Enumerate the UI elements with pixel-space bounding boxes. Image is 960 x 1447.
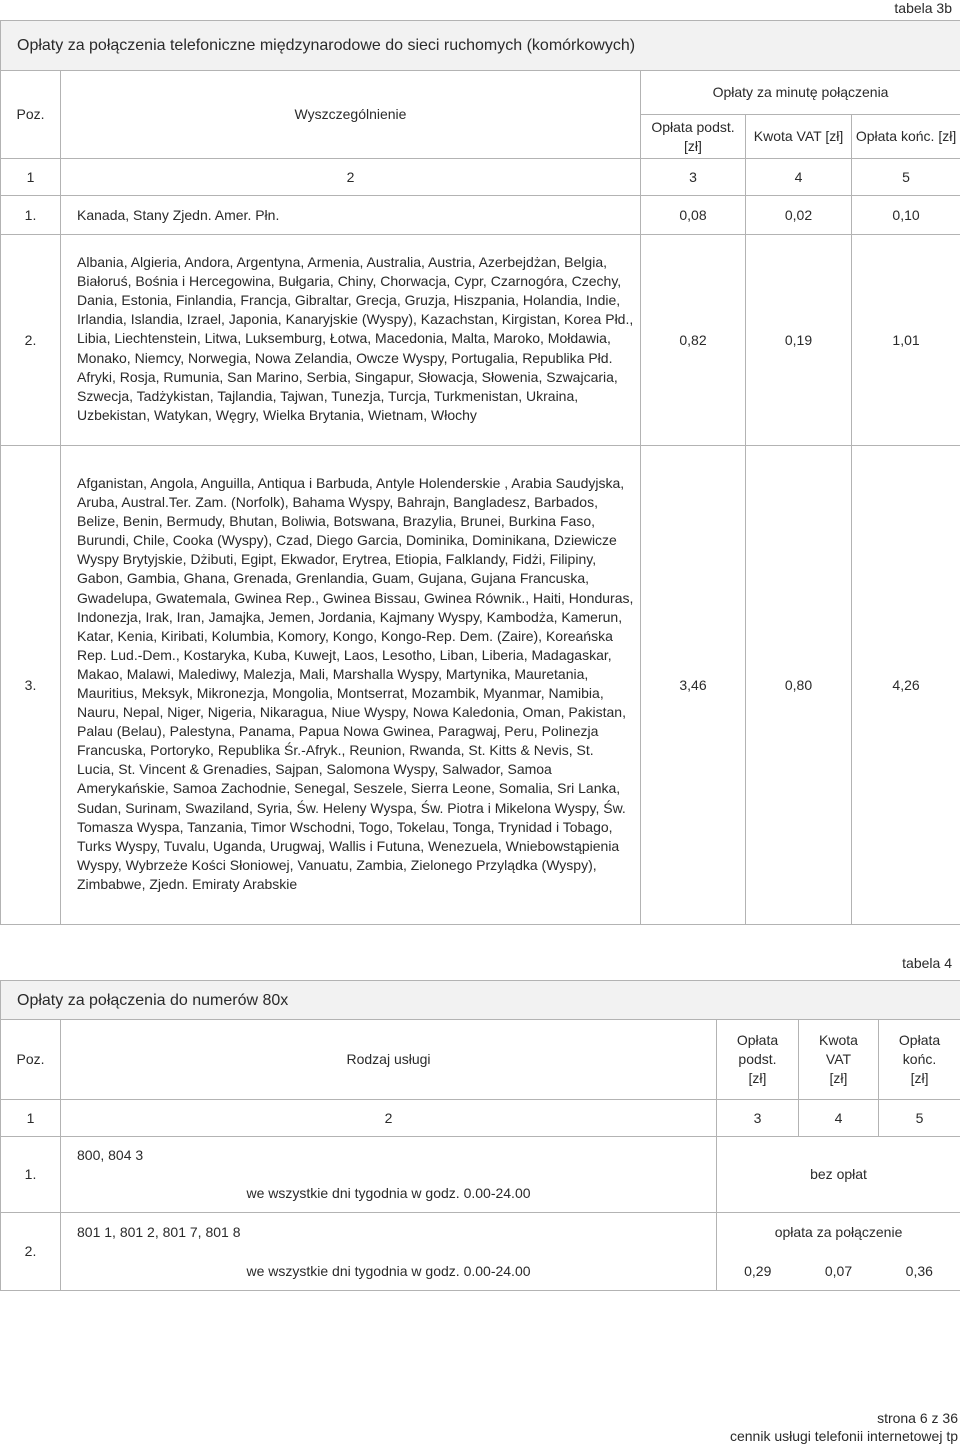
header-vat-line: VAT (825, 1051, 852, 1067)
header-base-line: Opłata (736, 1032, 779, 1048)
international-mobile-rates-table (0, 20, 960, 925)
colnum-2: 2 (61, 159, 641, 196)
row-poz: 3. (1, 446, 61, 925)
row-vat: 0,80 (746, 446, 852, 925)
row-period: we wszystkie dni tygodnia w godz. 0.00-24.00 (61, 1253, 717, 1291)
colnum-4: 4 (799, 1100, 879, 1137)
table-row (1, 446, 960, 925)
page-footer (730, 1409, 958, 1445)
header-poz: Poz. (1, 71, 61, 159)
colnum-5: 5 (879, 1100, 960, 1137)
row-description: Afganistan, Angola, Anguilla, Antiqua i Barbuda, Antyle Holenderskie , Arabia Saudyjska, Aruba, Austral.Ter. Zam. (Norfolk), Bahama Wyspy, Bahrajn, Bangladesz, Barbados, Belize, Benin, Bermudy, Bhutan, Boliwia, Botswana, Brazylia, Brunei, Burkina Faso, Burundi, Chile, Cooka (Wyspy), Czad, Diego Garcia, Dominika, Dominikana, Dziewicze Wyspy Brytyjskie, Dżibuti, Egipt, Ekwador, Erytrea, Etiopia, Falklandy, Fidżi, Filipiny, Gabon, Gambia, Ghana, Grenada, Grenlandia, Guam, Gujana, Gujana Francuska, Gwadelupa, Gwatemala, Gwinea Rep., Gwinea Bissau, Gwinea Równik., Haiti, Honduras, Indonezja, Irak, Iran, Jamajka, Jemen, Jordania, Kajmany Wyspy, Kambodża, Kamerun, Katar, Kenia, Kiribati, Kolumbia, Komory, Kongo, Kongo-Rep. Dem. (Zaire), Koreańska Rep. Lud.-Dem., Kostaryka, Kuba, Kuwejt, Laos, Lesotho, Liban, Liberia, Madagaskar, Makao, Malawi, Malediwy, Malezja, Mali, Marshalla Wyspy, Martynika, Mauretania, Mauritius, Meksyk, Mikronezja, Mongolia, Montserrat, Mozambik, Myanmar, Namibia, Nauru, Nepal, Niger, Nigeria, Nikaragua, Niue Wyspy, Nowa Kaledonia, Oman, Pakistan, Palau (Belau), Palestyna, Panama, Papua Nowa Gwinea, Paragwaj, Peru, Polinezja Francuska, Portoryko, Republika Śr.-Afryk., Reunion, Rwanda, St. Kitts & Nevis, St. Lucia, St. Vincent & Grenadies, Sajpan, Salomona Wyspy, Salwador, Samoa Amerykańskie, Samoa Zachodnie, Senegal, Seszele, Sierra Leone, Somalia, Sri Lanka, Sudan, Surinam, Swaziland, Syria, Św. Heleny Wyspa, Św. Piotra i Mikelona Wyspy, Św. Tomasza Wyspa, Tanzania, Timor Wschodni, Togo, Tokelau, Tonga, Trynidad i Tobago, Turks Wyspy, Tuvalu, Uganda, Urugwaj, Wallis i Futuna, Wenezuela, Wniebowstąpienia Wyspy, Wybrzeże Kości Słoniowej, Vanuatu, Zambia, Zielonego Przylądka (Wyspy), Zimbabwe, Zjedn. Emiraty Arabskie (61, 446, 641, 925)
page-number: strona 6 z 36 (877, 1410, 958, 1426)
header-base-line: [zł] (748, 1070, 767, 1086)
table-row (1, 196, 960, 235)
header-poz: Poz. (1, 1020, 61, 1100)
header-base-fee: Opłata podst. [zł] (641, 115, 746, 159)
row-vat: 0,07 (799, 1253, 879, 1291)
row-numbers: 801 1, 801 2, 801 7, 801 8 (61, 1213, 717, 1253)
table-title: Opłaty za połączenia do numerów 80x (1, 981, 960, 1020)
row-base-fee: 0,82 (641, 235, 746, 446)
header-vat (799, 1020, 879, 1100)
colnum-1: 1 (1, 1100, 61, 1137)
header-final-fee (879, 1020, 960, 1100)
table-row (1, 1253, 960, 1291)
row-poz: 2. (1, 235, 61, 446)
header-vat: Kwota VAT [zł] (746, 115, 852, 159)
colnum-1: 1 (1, 159, 61, 196)
table-tag: tabela 3b (894, 0, 952, 16)
document-name: cennik usługi telefonii internetowej tp (729, 1428, 958, 1444)
header-specification: Wyszczególnienie (61, 71, 641, 159)
row-note: opłata za połączenie (717, 1213, 960, 1253)
row-final-fee: 0,36 (879, 1253, 960, 1291)
header-final-line: końc. (902, 1051, 937, 1067)
row-base-fee: 3,46 (641, 446, 746, 925)
row-base-fee: 0,29 (717, 1253, 799, 1291)
header-final-line: [zł] (910, 1070, 929, 1086)
row-base-fee: 0,08 (641, 196, 746, 235)
colnum-4: 4 (746, 159, 852, 196)
header-vat-line: [zł] (829, 1070, 848, 1086)
table-row (1, 1137, 960, 1175)
header-final-fee: Opłata końc. [zł] (852, 115, 960, 159)
colnum-3: 3 (641, 159, 746, 196)
row-poz: 1. (1, 1137, 61, 1213)
row-final-fee: 0,10 (852, 196, 960, 235)
row-vat: 0,19 (746, 235, 852, 446)
row-poz: 1. (1, 196, 61, 235)
colnum-5: 5 (852, 159, 960, 196)
row-period: we wszystkie dni tygodnia w godz. 0.00-24.00 (61, 1175, 717, 1213)
row-description: Kanada, Stany Zjedn. Amer. Płn. (61, 196, 641, 235)
80x-numbers-rates-table (0, 980, 960, 1291)
row-poz: 2. (1, 1213, 61, 1291)
colnum-2: 2 (61, 1100, 717, 1137)
table-tag: tabela 4 (902, 955, 952, 971)
header-vat-line: Kwota (819, 1032, 858, 1048)
table-title: Opłaty za połączenia telefoniczne międzynarodowe do sieci ruchomych (komórkowych) (1, 21, 960, 71)
table-row (1, 235, 960, 446)
row-vat: 0,02 (746, 196, 852, 235)
header-final-line: Opłata (898, 1032, 941, 1048)
row-note: bez opłat (717, 1137, 960, 1213)
header-service-type: Rodzaj usługi (61, 1020, 717, 1100)
header-base-line: podst. (738, 1051, 777, 1067)
row-final-fee: 4,26 (852, 446, 960, 925)
row-final-fee: 1,01 (852, 235, 960, 446)
row-numbers: 800, 804 3 (61, 1137, 717, 1175)
row-description: Albania, Algieria, Andora, Argentyna, Armenia, Australia, Austria, Azerbejdżan, Belgia, Białoruś, Bośnia i Hercegowina, Bułgaria, Chiny, Chorwacja, Cypr, Czarnogóra, Czechy, Dania, Estonia, Finlandia, Francja, Gibraltar, Grecja, Gruzja, Hiszpania, Holandia, Indie, Irlandia, Islandia, Izrael, Japonia, Kanaryjskie (Wyspy), Kazachstan, Kirgistan, Korea Płd., Libia, Liechtenstein, Litwa, Luksemburg, Łotwa, Macedonia, Malta, Maroko, Mołdawia, Monako, Niemcy, Norwegia, Nowa Zelandia, Owcze Wyspy, Portugalia, Republika Płd. Afryki, Rosja, Rumunia, San Marino, Serbia, Singapur, Słowacja, Słowenia, Szwajcaria, Szwecja, Tadżykistan, Tajlandia, Tajwan, Tunezja, Turcja, Turkmenistan, Ukraina, Uzbekistan, Watykan, Węgry, Wielka Brytania, Wietnam, Włochy (61, 235, 641, 446)
table-row (1, 1213, 960, 1253)
header-per-minute: Opłaty za minutę połączenia (641, 71, 960, 115)
header-base-fee (717, 1020, 799, 1100)
colnum-3: 3 (717, 1100, 799, 1137)
